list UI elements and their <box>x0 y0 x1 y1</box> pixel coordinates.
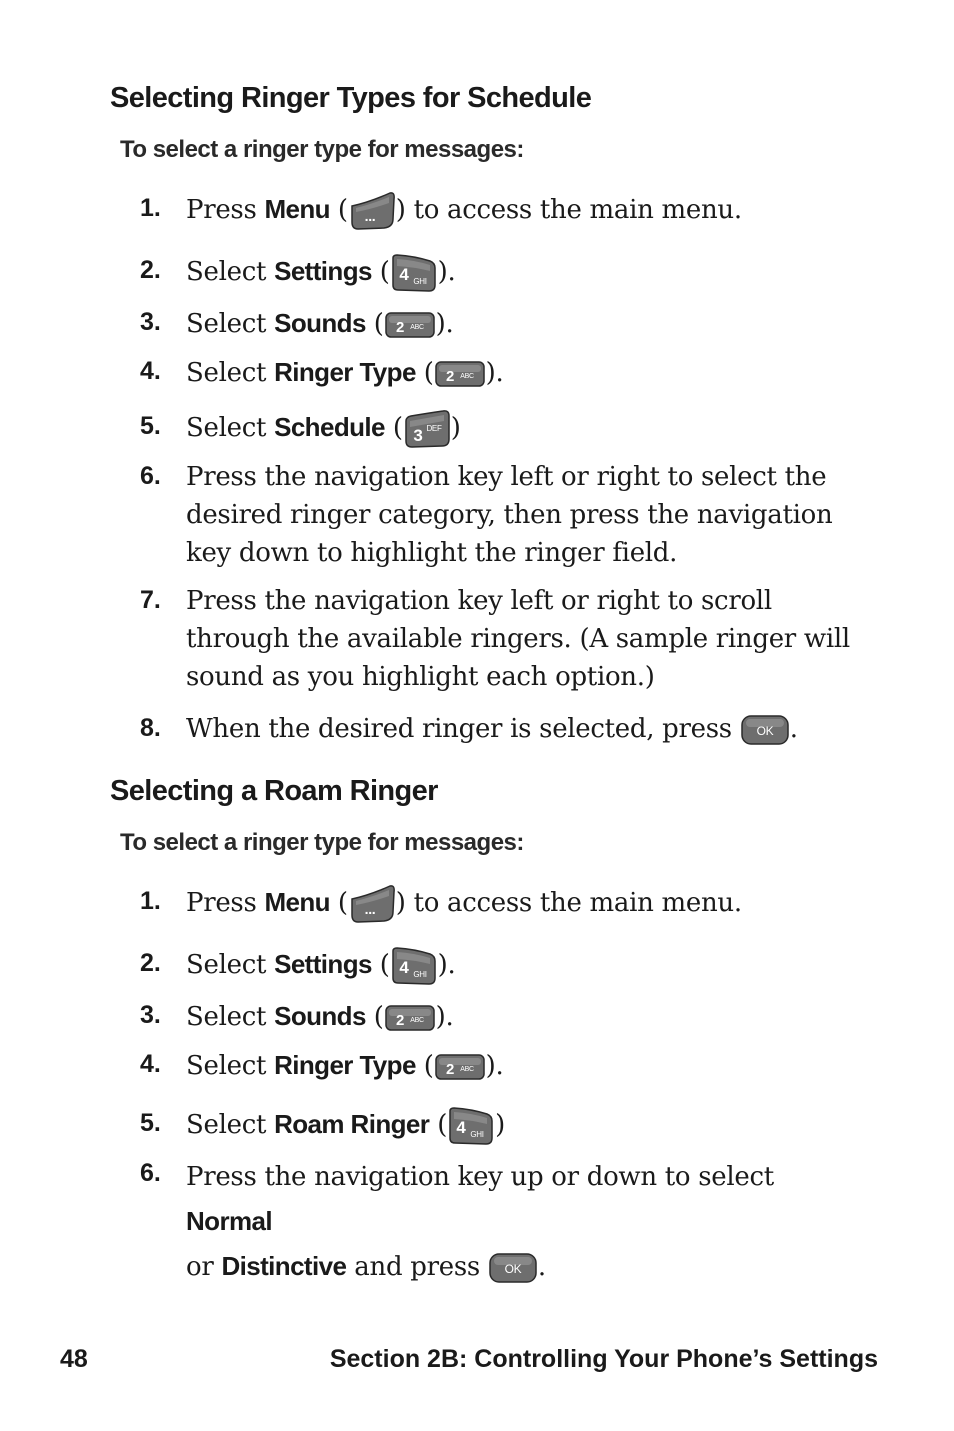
svg-text:ABC: ABC <box>459 1066 474 1073</box>
svg-text:GHI: GHI <box>412 277 427 286</box>
step-number: 5. <box>140 1109 161 1137</box>
menu-key-icon <box>348 191 396 231</box>
svg-text:GHI: GHI <box>412 970 427 979</box>
key-4-ghi-icon <box>390 946 438 986</box>
footer-section-title: Section 2B: Controlling Your Phone’s Settings <box>329 1345 878 1373</box>
step-number: 4. <box>140 357 161 385</box>
key-3-def-icon <box>403 409 451 449</box>
section-heading-roam: Selecting a Roam Ringer <box>110 775 438 807</box>
svg-text:ABC: ABC <box>459 373 474 380</box>
section-subheading: To select a ringer type for messages: <box>120 136 524 163</box>
step-number: 8. <box>140 714 161 742</box>
ok-key-icon <box>488 1252 538 1284</box>
step-text: Select Roam Ringer ( 4 GHI ) <box>186 1105 866 1146</box>
step-number: 5. <box>140 412 161 440</box>
step-text: Press the navigation key left or right to select the desired ringer category, then press the navigation key down to highlight the ringer field. <box>186 462 833 568</box>
step-number: 1. <box>140 194 161 222</box>
step-text: Select Settings ( 4 GHI ). <box>186 252 866 293</box>
svg-text:OK: OK <box>504 1262 522 1276</box>
svg-text:GHI: GHI <box>470 1130 484 1139</box>
step-number: 4. <box>140 1050 161 1078</box>
step-number: 1. <box>140 887 161 915</box>
svg-text:2: 2 <box>445 368 454 385</box>
step-text: When the desired ringer is selected, press OK . <box>186 714 798 744</box>
key-2-abc-icon <box>384 1004 436 1032</box>
step-text: Select Ringer Type ( 2 ABC ). <box>186 357 504 388</box>
svg-text:4: 4 <box>399 958 409 977</box>
key-2-abc-icon <box>434 1053 486 1081</box>
svg-text:2: 2 <box>395 319 404 336</box>
step-number: 7. <box>140 586 161 614</box>
svg-text:DEF: DEF <box>426 424 442 433</box>
step-text: Select Sounds ( 2 ABC ). <box>186 1001 454 1032</box>
step-text: Press Menu ( ... ) to access the main menu. <box>186 190 866 231</box>
step-text: Select Settings ( 4 GHI ). <box>186 945 866 986</box>
svg-text:ABC: ABC <box>409 1017 424 1024</box>
svg-text:4: 4 <box>456 1118 466 1137</box>
step-number: 2. <box>140 949 161 977</box>
step-text: Press Menu ( ... ) to access the main menu. <box>186 883 866 924</box>
step-text: Select Schedule ( 3 DEF ) <box>186 408 866 449</box>
step-number: 2. <box>140 256 161 284</box>
step-text: Select Ringer Type ( 2 ABC ). <box>186 1050 504 1081</box>
step-number: 3. <box>140 308 161 336</box>
svg-text:2: 2 <box>395 1012 404 1029</box>
key-2-abc-icon <box>434 360 486 388</box>
svg-text:...: ... <box>364 208 376 224</box>
svg-text:4: 4 <box>399 265 409 284</box>
step-number: 6. <box>140 1159 161 1187</box>
ok-key-icon <box>740 714 790 746</box>
svg-text:ABC: ABC <box>409 324 424 331</box>
key-2-abc-icon <box>384 311 436 339</box>
menu-key-icon <box>348 884 396 924</box>
svg-text:2: 2 <box>445 1061 454 1078</box>
step-text: Press the navigation key up or down to select Normal or Distinctive and press OK . <box>186 1162 774 1282</box>
step-text: Select Sounds ( 2 ABC ). <box>186 308 454 339</box>
step-number: 3. <box>140 1001 161 1029</box>
section-subheading: To select a ringer type for messages: <box>120 829 524 856</box>
key-4-ghi-icon <box>447 1106 495 1146</box>
svg-text:...: ... <box>364 901 376 917</box>
step-text: Press the navigation key left or right to scroll through the available ringers. (A sample ringer will sound as you highlight each option.) <box>186 586 850 692</box>
step-number: 6. <box>140 462 161 490</box>
svg-text:3: 3 <box>413 426 423 445</box>
page-number: 48 <box>60 1345 88 1373</box>
svg-text:OK: OK <box>756 724 774 738</box>
section-heading-schedule: Selecting Ringer Types for Schedule <box>110 82 592 114</box>
key-4-ghi-icon <box>390 253 438 293</box>
